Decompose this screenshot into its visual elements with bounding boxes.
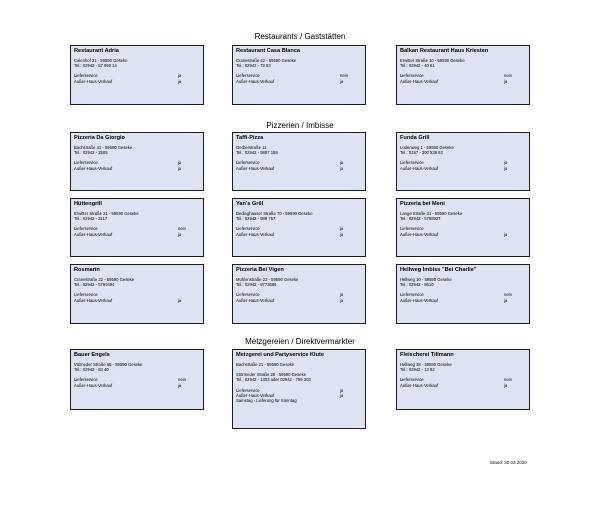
- address: Cranestraße 42 - 59590 Geseke: [236, 58, 297, 63]
- service-value: ja: [504, 160, 508, 166]
- listing-card: [232, 349, 366, 429]
- listing-card: [70, 132, 204, 191]
- phone: Tel.: 02942 - 73 83: [236, 63, 271, 69]
- service-label: Außer-Haus-Verkauf: [236, 165, 275, 171]
- business-name: Balkan Restaurant Haus Kriesten: [400, 48, 489, 54]
- listing-card: [396, 349, 530, 410]
- business-name: Pizzeria bei Meni: [400, 201, 445, 207]
- service-value: ja: [340, 297, 344, 303]
- service-value: ja: [178, 160, 182, 166]
- service-row: [400, 79, 512, 84]
- service-label: Lieferservice: [400, 292, 424, 298]
- service-row: [74, 79, 186, 84]
- business-name: Pizzeria Bei Vigen: [236, 267, 284, 273]
- service-row: [236, 166, 348, 171]
- service-value: ja: [340, 160, 344, 166]
- phone: Tel.: 02942 - 5799494: [74, 282, 115, 288]
- service-label: Außer-Haus-Verkauf: [400, 78, 439, 84]
- address: Völmeder Straße 65 - 59590 Geseke: [74, 362, 143, 367]
- service-label: Außer-Haus-Verkauf: [74, 382, 113, 388]
- business-name: Taffi-Pizza: [236, 135, 264, 141]
- service-label: Außer-Haus-Verkauf: [236, 231, 275, 237]
- service-value: nein: [340, 73, 348, 79]
- address: Lange Straße 31 - 59590 Geseke: [400, 211, 463, 216]
- service-label: Außer-Haus-Verkauf: [74, 78, 113, 84]
- business-name: Pizzeria Da Giorgio: [74, 135, 125, 141]
- address: Bachstraße 41 - 59590 Geseke: [74, 145, 133, 150]
- phone: Tel.: 02942 - 1303 oder 02942 - 799 303: [236, 377, 311, 383]
- service-row: [74, 298, 186, 303]
- service-value: ja: [178, 382, 182, 388]
- address: Erwitter Straße 10 - 59590 Geseke: [400, 58, 465, 63]
- phone: Tel.: 02942 - 84 40: [74, 367, 109, 373]
- service-row: [236, 232, 348, 237]
- service-row: [74, 383, 186, 388]
- service-label: Außer-Haus-Verkauf: [236, 78, 275, 84]
- business-name: Hüttengrill: [74, 201, 102, 207]
- listing-card: [232, 198, 366, 257]
- phone: Tel.: 02942 - 57 990 14: [74, 63, 117, 69]
- service-value: nein: [178, 377, 186, 383]
- service-row: [236, 398, 348, 403]
- address: Bachstraße 21 - 59590 Geseke: [236, 362, 295, 367]
- service-value: ja: [178, 78, 182, 84]
- listing-card: [70, 45, 204, 105]
- service-label: Lieferservice: [400, 377, 424, 383]
- address: Hellweg 38 - 59590 Geseke: [400, 362, 452, 367]
- listing-card: [396, 132, 530, 191]
- listing-card: [396, 45, 530, 105]
- service-value: ja: [504, 165, 508, 171]
- business-name: Hellweg Imbiss "Bei Charlie": [400, 267, 477, 273]
- service-value: ja: [340, 387, 344, 393]
- business-name: Funda Grill: [400, 135, 430, 141]
- service-label: Lieferservice: [400, 73, 424, 79]
- phone: Tel.: 02942 - 3117: [74, 216, 108, 222]
- address: Mühlenstraße 22 - 59590 Geseke: [236, 277, 299, 282]
- business-name: Bauer Engels: [74, 352, 110, 358]
- phone: Tel.: 02942 - 8610: [400, 282, 434, 288]
- service-row: [74, 166, 186, 171]
- listing-card: [70, 349, 204, 410]
- service-label: Außer-Haus-Verkauf: [236, 297, 275, 303]
- listing-card: [232, 45, 366, 105]
- service-value: ja: [340, 78, 344, 84]
- phone: Tel.: 02942 - 9887 188: [236, 150, 278, 156]
- service-value: ja: [504, 231, 508, 237]
- service-label: Außer-Haus-Verkauf: [400, 165, 439, 171]
- service-value: ja: [178, 73, 182, 79]
- service-label: Außer-Haus-Verkauf: [400, 297, 439, 303]
- service-value: ja: [340, 226, 344, 232]
- stand-date: Stand: 30.03.2020: [490, 460, 527, 465]
- service-value: nein: [504, 73, 512, 79]
- service-label: Außer-Haus-Verkauf: [400, 382, 439, 388]
- address: Calenhof 31 - 59590 Geseke: [74, 58, 128, 63]
- phone: Tel.: 0157 - 300 538 93: [400, 150, 443, 156]
- service-value: nein: [504, 292, 512, 298]
- service-label: Außer-Haus-Verkauf: [74, 297, 113, 303]
- address: Cranestraße 22 - 59590 Geseke: [74, 277, 135, 282]
- service-value: nein: [504, 377, 512, 383]
- service-label: Außer-Haus-Verkauf: [236, 392, 275, 398]
- service-label: Lieferservice: [74, 377, 98, 383]
- service-label: Lieferservice: [74, 160, 98, 166]
- service-label: Lieferservice: [74, 226, 98, 232]
- service-row: [400, 298, 512, 303]
- service-label: Lieferservice: [236, 73, 260, 79]
- service-row: [400, 383, 512, 388]
- section-title-metzgereien: Metzgereien / Direktvermarkter: [245, 337, 355, 346]
- business-name: Restaurant Casa Blanca: [236, 48, 301, 54]
- service-value: nein: [178, 226, 186, 232]
- service-value: ja: [178, 297, 182, 303]
- phone: Tel.: 02942 - 988 757: [236, 216, 276, 222]
- business-name: Restaurant Adria: [74, 48, 119, 54]
- address: Hellweg 10 - 59590 Geseke: [400, 277, 452, 282]
- phone: Tel.: 02942 - 9773686: [236, 282, 277, 288]
- service-row: [236, 79, 348, 84]
- address: Dedinghauser Straße 70 - 59590 Geseke: [236, 211, 313, 216]
- service-row: [400, 166, 512, 171]
- phone: Tel.: 02942 - 13 92: [400, 367, 435, 373]
- listing-card: [232, 264, 366, 324]
- service-label: Außer-Haus-Verkauf: [74, 165, 113, 171]
- service-value: ja: [340, 165, 344, 171]
- service-value: ja: [340, 292, 344, 298]
- service-value: ja: [504, 78, 508, 84]
- phone: Tel.: 02942 - 40 61: [400, 63, 435, 69]
- service-value: ja: [340, 392, 344, 398]
- service-value: ja: [504, 297, 508, 303]
- service-row: [74, 232, 186, 237]
- listing-card: [232, 132, 366, 191]
- service-value: ja: [178, 165, 182, 171]
- address: Erwitter Straße 21 - 59590 Geseke: [74, 211, 139, 216]
- service-value: [340, 398, 348, 403]
- address: Lüdenweg 1 - 59590 Geseke: [400, 145, 454, 150]
- service-label: Lieferservice: [74, 73, 98, 79]
- service-value: ja: [504, 382, 508, 388]
- business-name: Yan's Grill: [236, 201, 264, 207]
- service-value: ja: [340, 231, 344, 237]
- listing-card: [396, 264, 530, 324]
- listing-card: [70, 198, 204, 257]
- service-label: Lieferservice: [74, 292, 98, 298]
- service-label: Lieferservice: [236, 292, 260, 298]
- business-name: Fleischerei Tillmann: [400, 352, 454, 358]
- address-secondary: Störmeder Straße 29 - 59590 Geseke: [236, 372, 307, 378]
- service-value: ja: [178, 231, 182, 237]
- service-label: Außer-Haus-Verkauf: [74, 231, 113, 237]
- service-label: Lieferservice: [236, 160, 260, 166]
- phone: Tel.: 02942 - 5798927: [400, 216, 441, 222]
- service-row: [400, 232, 512, 237]
- listing-card: [70, 264, 204, 324]
- business-name: Metzgerei und Partyservice Klute: [236, 352, 324, 358]
- section-title-pizzerien: Pizzerien / Imbisse: [266, 121, 334, 130]
- business-name: Rosmarin: [74, 267, 100, 273]
- listing-card: [396, 198, 530, 257]
- service-label: Lieferservice: [236, 387, 260, 393]
- service-row: [236, 298, 348, 303]
- service-label: Lieferservice: [236, 226, 260, 232]
- phone: Tel.: 02942 - 2505: [74, 150, 108, 156]
- address: Gerberstraße 11: [236, 145, 267, 150]
- section-title-restaurants: Restaurants / Gaststätten: [254, 32, 346, 41]
- service-label: Außer-Haus-Verkauf: [400, 231, 439, 237]
- service-label: Lieferservice: [400, 160, 424, 166]
- service-label: Samstag - Lieferung für Sonntag: [236, 398, 297, 404]
- service-label: Lieferservice: [400, 226, 424, 232]
